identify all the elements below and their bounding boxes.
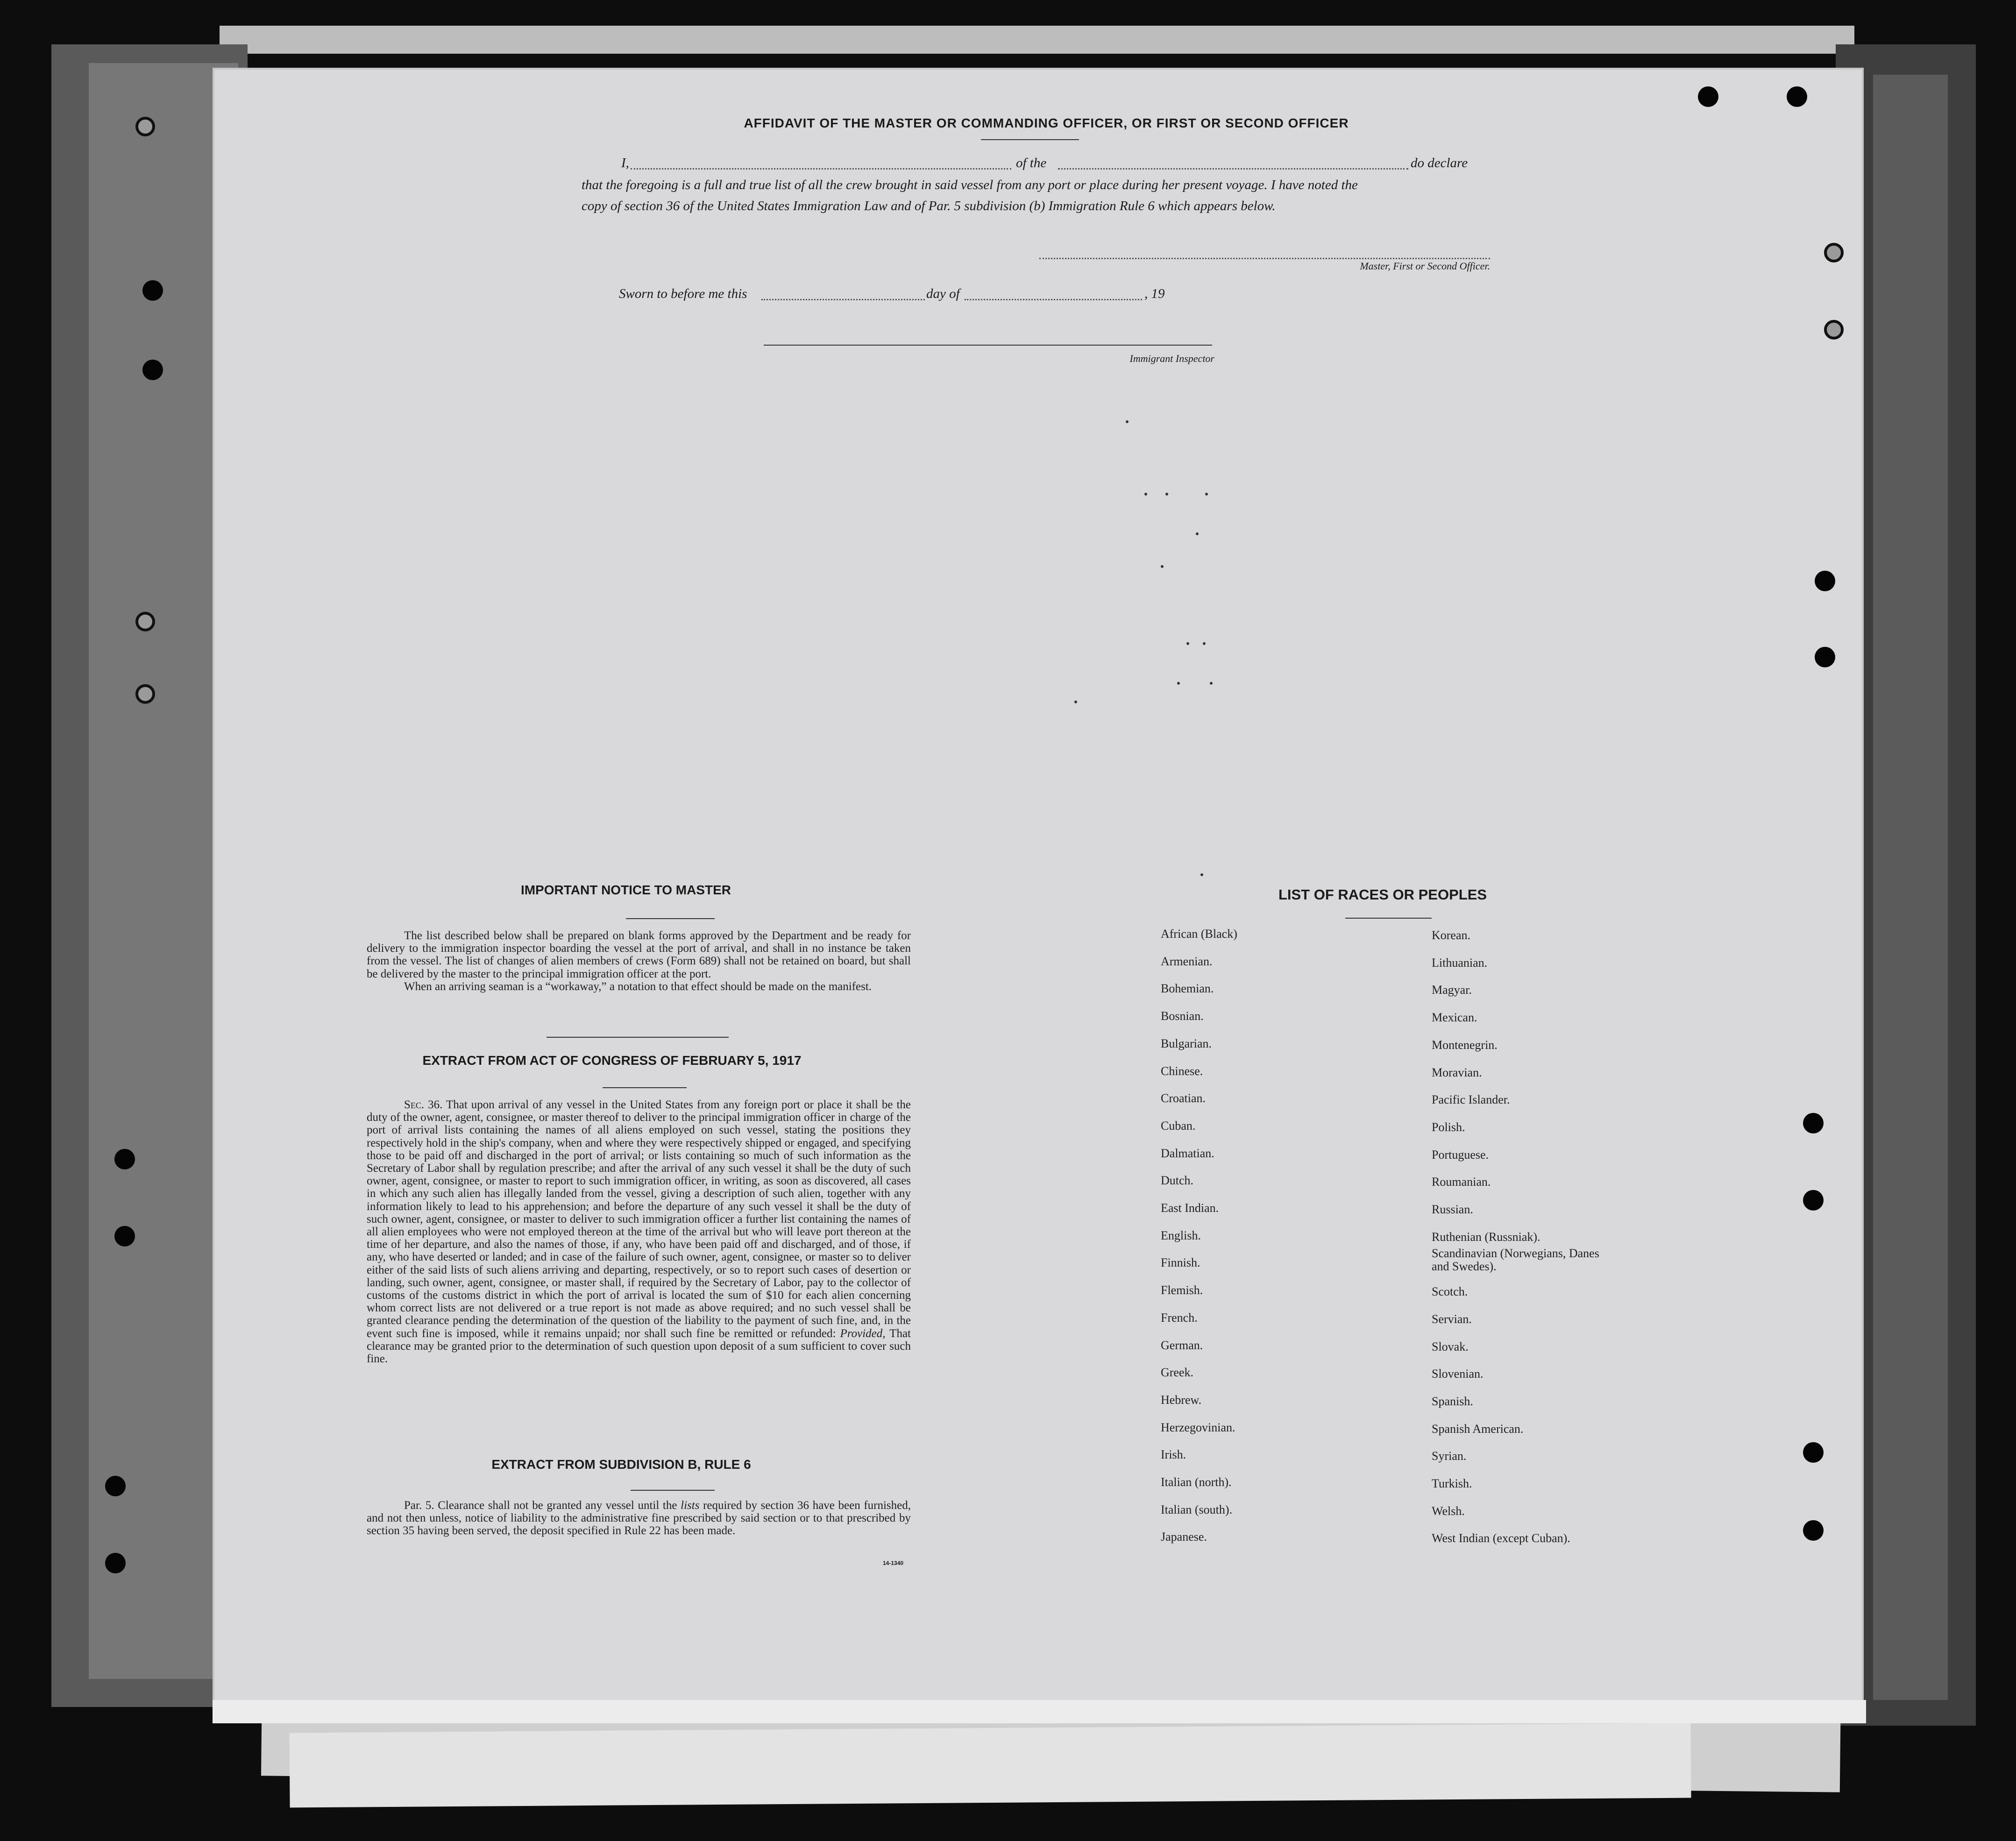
races-underline xyxy=(1345,918,1432,919)
punch-hole xyxy=(135,684,155,704)
race-item-left: Dutch. xyxy=(1161,1174,1194,1188)
rule-extract-body xyxy=(367,1499,911,1537)
punch-hole xyxy=(1803,1190,1824,1211)
speck xyxy=(1196,532,1199,535)
notice-paragraph-2: When an arriving seaman is a “workaway,” a notation to that effect should be made on the manifest. xyxy=(404,980,872,993)
notice-underline xyxy=(626,918,715,919)
notice-title: IMPORTANT NOTICE TO MASTER xyxy=(520,883,731,897)
race-item-left: Irish. xyxy=(1161,1448,1186,1462)
race-item-right: Mexican. xyxy=(1432,1011,1477,1025)
background-sheet-right-inner xyxy=(1873,75,1948,1700)
affidavit-title: AFFIDAVIT OF THE MASTER OR COMMANDING OFFICER, OR FIRST OR SECOND OFFICER xyxy=(744,116,1349,130)
race-item-left: Flemish. xyxy=(1161,1283,1203,1297)
act-extract-title: EXTRACT FROM ACT OF CONGRESS OF FEBRUARY 5, 1917 xyxy=(422,1053,802,1068)
race-item-left: Bosnian. xyxy=(1161,1009,1204,1023)
race-item-right: West Indian (except Cuban). xyxy=(1432,1531,1570,1545)
race-item-left: Italian (south). xyxy=(1161,1502,1233,1516)
race-item-right: Pacific Islander. xyxy=(1432,1093,1510,1107)
race-item-right: Portuguese. xyxy=(1432,1147,1489,1161)
master-name-field[interactable] xyxy=(631,168,1011,170)
inspector-label: Immigrant Inspector xyxy=(1129,353,1214,364)
punch-hole xyxy=(114,1149,135,1169)
affidavit-line-3: copy of section 36 of the United States Immigration Law and of Par. 5 subdivision (b) Immigration Rule 6 which appears below. xyxy=(582,198,1276,213)
sworn-year-label: , 19 xyxy=(1144,286,1165,301)
notice-paragraph-1: The list described below shall be prepared on blank forms approved by the Department and be ready for delivery to the immigration inspector boarding the vessel at the port of arrival, and shall in no instance be taken from the vessel. The list of changes of alien members of crews (Form 689) shall not be retained on board, but shall be delivered by the master to the principal immigration officer at the port. xyxy=(367,929,911,980)
page-bottom-edge xyxy=(213,1700,1866,1723)
speck xyxy=(1200,873,1203,876)
punch-hole xyxy=(135,612,155,631)
affidavit-line-2: that the foregoing is a full and true list of all the crew brought in said vessel from any port or place during her present voyage. I have noted the xyxy=(582,177,1358,192)
races-title: LIST OF RACES OR PEOPLES xyxy=(1278,886,1487,903)
race-item-right: Russian. xyxy=(1432,1203,1473,1216)
provided-word: Provided, xyxy=(840,1327,886,1340)
race-item-left: Bohemian. xyxy=(1161,982,1214,996)
act-extract-underline xyxy=(603,1087,687,1088)
speck xyxy=(1205,493,1208,496)
speck xyxy=(1165,493,1168,496)
inspector-signature-line[interactable] xyxy=(764,345,1212,346)
sworn-day-of-label: day of xyxy=(926,286,960,301)
race-item-right: Turkish. xyxy=(1432,1477,1472,1490)
race-item-left: French. xyxy=(1161,1310,1198,1324)
vessel-name-field[interactable] xyxy=(1058,168,1408,170)
race-item-right: Moravian. xyxy=(1432,1065,1482,1079)
punch-hole xyxy=(1698,86,1718,107)
race-item-right: Korean. xyxy=(1432,928,1471,942)
speck xyxy=(1144,493,1147,496)
race-item-right: Lithuanian. xyxy=(1432,956,1488,970)
act-extract-body xyxy=(367,1098,911,1365)
punch-hole xyxy=(1824,320,1844,340)
speck xyxy=(1203,642,1206,645)
speck xyxy=(1126,420,1129,423)
race-item-right: Slovak. xyxy=(1432,1339,1469,1353)
punch-hole xyxy=(1815,571,1835,591)
race-item-right: Ruthenian (Russniak). xyxy=(1432,1230,1540,1244)
punch-hole xyxy=(105,1476,126,1496)
race-item-right: Montenegrin. xyxy=(1432,1038,1498,1052)
race-item-right: Slovenian. xyxy=(1432,1367,1484,1381)
master-signature-label: Master, First or Second Officer. xyxy=(1360,260,1490,272)
punch-hole xyxy=(114,1226,135,1246)
punch-hole xyxy=(1803,1113,1824,1133)
master-signature-line[interactable] xyxy=(1039,258,1490,259)
race-item-right: Polish. xyxy=(1432,1120,1465,1134)
speck xyxy=(1074,701,1077,703)
rule-text-a: Par. 5. Clearance shall not be granted any vessel until the xyxy=(404,1499,677,1512)
sworn-month-field[interactable] xyxy=(965,299,1142,300)
race-item-left: Dalmatian. xyxy=(1161,1146,1214,1160)
affidavit-i-label: I, xyxy=(621,156,629,170)
race-item-right: Servian. xyxy=(1432,1312,1472,1326)
speck xyxy=(1161,565,1164,568)
punch-hole xyxy=(105,1553,126,1573)
race-item-right: Syrian. xyxy=(1432,1449,1467,1463)
section-36-label: Sec. 36. xyxy=(404,1098,443,1111)
speck xyxy=(1210,682,1213,685)
punch-hole xyxy=(1824,243,1844,262)
race-item-right: Roumanian. xyxy=(1432,1175,1491,1189)
divider-rule xyxy=(547,1037,729,1038)
affidavit-declare-label: do declare xyxy=(1411,156,1468,170)
punch-hole xyxy=(1815,647,1835,667)
affidavit-of-the-label: of the xyxy=(1016,156,1047,170)
background-sheet-top xyxy=(220,26,1854,54)
race-item-right: Welsh. xyxy=(1432,1504,1465,1518)
race-item-right: Scotch. xyxy=(1432,1285,1468,1299)
punch-hole xyxy=(1787,86,1807,107)
race-item-left: English. xyxy=(1161,1228,1201,1242)
race-item-left: Herzegovinian. xyxy=(1161,1420,1235,1434)
race-item-left: Croatian. xyxy=(1161,1091,1206,1105)
rule-extract-underline xyxy=(631,1490,715,1491)
race-item-left: Chinese. xyxy=(1161,1064,1203,1078)
race-item-right: Spanish. xyxy=(1432,1394,1473,1408)
punch-hole xyxy=(1803,1520,1824,1541)
race-item-left: Japanese. xyxy=(1161,1530,1207,1544)
race-item-left: Armenian. xyxy=(1161,954,1213,968)
race-item-right: Scandinavian (Norwegians, Danes and Swedes). xyxy=(1432,1246,1599,1274)
race-item-left: Hebrew. xyxy=(1161,1393,1202,1407)
race-item-left: German. xyxy=(1161,1338,1203,1352)
sworn-day-field[interactable] xyxy=(761,299,925,300)
punch-hole xyxy=(1803,1442,1824,1463)
race-item-left: African (Black) xyxy=(1161,927,1237,941)
rule-text-b: required by section 36 have been furnished, and not then unless, notice of liability to the administrative fine prescribed by said section or to that prescribed by section 35 having been served, the deposit specified in Rule 22 has been made. xyxy=(367,1499,911,1537)
form-number: 14-1340 xyxy=(883,1560,904,1566)
race-item-right: Spanish American. xyxy=(1432,1422,1524,1436)
background-sheet-bottom-lower xyxy=(289,1723,1691,1808)
race-item-left: East Indian. xyxy=(1161,1201,1219,1215)
race-item-left: Italian (north). xyxy=(1161,1475,1232,1489)
section-36-text-end: That clearance may be granted prior to the determination of such question upon deposit of a sum sufficient to cover such fine. xyxy=(367,1327,911,1366)
title-underline xyxy=(981,139,1079,140)
punch-hole xyxy=(135,117,155,136)
race-item-left: Cuban. xyxy=(1161,1119,1196,1133)
speck xyxy=(1186,642,1189,645)
speck xyxy=(1177,682,1180,685)
rule-extract-title: EXTRACT FROM SUBDIVISION B, RULE 6 xyxy=(491,1457,751,1472)
section-36-text: That upon arrival of any vessel in the United States from any foreign port or place it shall be the duty of the owner, agent, consignee, or master thereof to deliver to the principal immigration officer in charge of the port of arrival lists containing the names of all aliens employed on such vessel, stating the positions they respectively hold in the ship's company, when and where they were respectively shipped or engaged, and specifying those to be paid off and discharged in the port of arrival; or lists containing so much of such information as the Secretary of Labor shall by regulation prescribe; and after the arrival of any such vessel it shall be the duty of such owner, agent, consignee, or master to report to such immigration officer, in writing, as soon as discovered, all cases in which any such alien has illegally landed from the vessel, giving a description of such alien, together with any information likely to lead to his apprehension; and before the departure of any such vessel it shall be the duty of such owner, agent, consignee, or master to deliver to such immigration officer a further list containing the names of all alien employees who were not employed thereon at the time of the arrival but who will leave port thereon at the time of her departure, and also the names of those, if any, who have been paid off and discharged, and of those, if any, who have deserted or landed; and in case of the failure of such owner, agent, consignee, or master so to deliver either of the said lists of such aliens arriving and departing, respectively, or so to report such cases of desertion or landing, such owner, agent, consignee, or master shall, if required by the Secretary of Labor, pay to the collector of customs of the customs district in which the port of arrival is located the sum of $10 for each alien concerning whom correct lists are not delivered or a true report is not made as above required; and no such vessel shall be granted clearance pending the determination of the question of the liability to the payment of such fine, and, in the event such fine is imposed, while it remains unpaid; nor shall such fine be remitted or refunded: xyxy=(367,1098,911,1340)
race-item-right: Magyar. xyxy=(1432,983,1472,997)
punch-hole xyxy=(142,280,163,301)
punch-hole xyxy=(142,360,163,380)
sworn-label: Sworn to before me this xyxy=(619,286,747,301)
race-item-left: Finnish. xyxy=(1161,1256,1200,1270)
notice-body xyxy=(367,929,911,993)
lists-word: lists xyxy=(681,1499,700,1512)
race-item-left: Bulgarian. xyxy=(1161,1036,1212,1050)
race-item-left: Greek. xyxy=(1161,1366,1194,1380)
